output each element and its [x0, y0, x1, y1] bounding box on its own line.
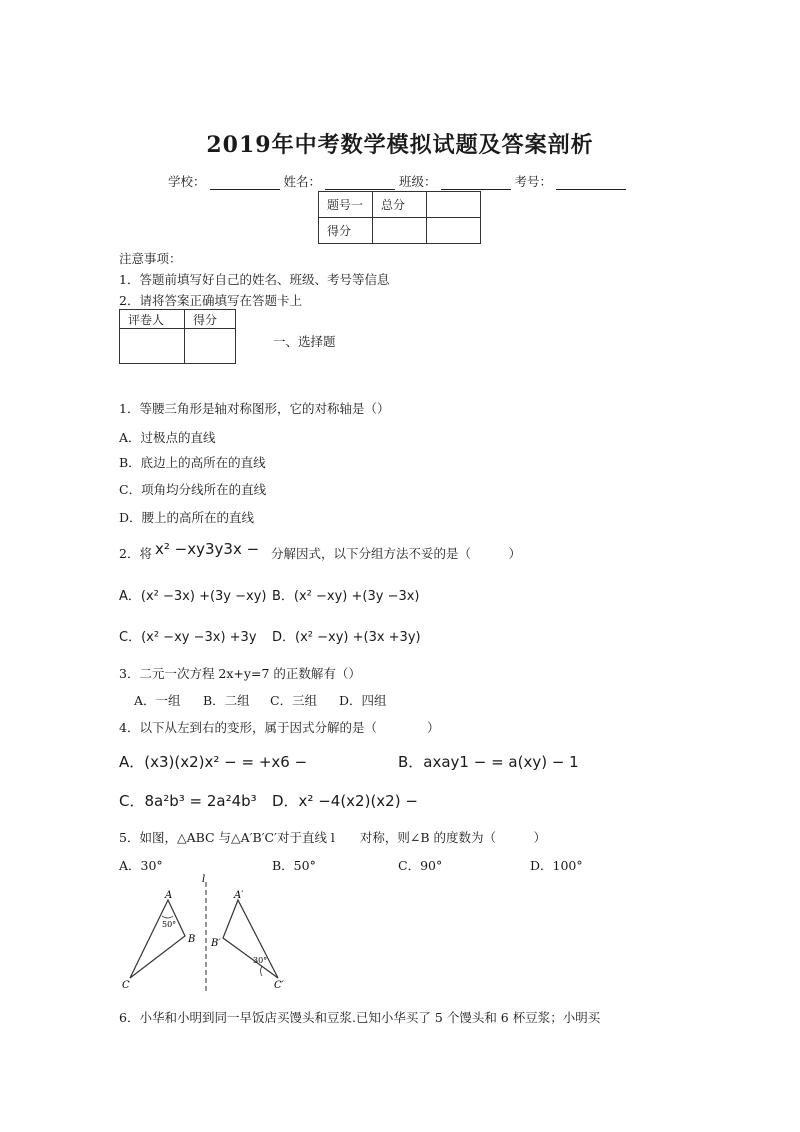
- angle-a-value: 50°: [162, 920, 177, 929]
- notice-item: 1．答题前填写好自己的姓名、班级、考号等信息: [119, 272, 390, 287]
- q3-option-b: B．二组: [203, 693, 250, 708]
- score-row-label: 得分: [319, 218, 373, 244]
- q2-expression: x² −xy3y3x −: [155, 540, 260, 558]
- score-table: [318, 191, 481, 244]
- label-c: C: [122, 980, 130, 991]
- label-b: B: [188, 934, 196, 945]
- score-cell[interactable]: [427, 218, 481, 244]
- notice-heading: 注意事项：: [119, 251, 182, 266]
- label-a-prime: A′: [234, 890, 244, 901]
- student-info-line: [168, 172, 630, 190]
- q1-option-d: D．腰上的高所在的直线: [119, 510, 255, 525]
- q5-option-b: B．50°: [272, 858, 316, 873]
- q1-stem: 1．等腰三角形是轴对称图形，它的对称轴是（）: [119, 401, 390, 416]
- q4-option-b: B．axay1 − = a(xy) − 1: [398, 753, 579, 771]
- q3-option-a: A．一组: [134, 693, 181, 708]
- page-title: 2019年中考数学模拟试题及答案剖析: [206, 132, 594, 158]
- q2-stem: 分解因式，以下分组方法不妥的是（ ）: [271, 546, 522, 561]
- q1-option-c: C．项角均分线所在的直线: [119, 482, 267, 497]
- angle-a-arc: [162, 916, 173, 918]
- score-table-header-blank: [427, 192, 481, 218]
- exam-no-label: 考号：: [514, 174, 553, 189]
- q3-option-c: C．三组: [270, 693, 318, 708]
- school-label: 学校：: [168, 174, 206, 189]
- q2-option-d: D．(x² −xy) +(3x +3y): [272, 630, 421, 645]
- label-l: l: [202, 874, 206, 885]
- score-table-header: 总分: [373, 192, 427, 218]
- q4-stem: 4．以下从左到右的变形，属于因式分解的是（ ）: [119, 720, 440, 735]
- triangle-a-prime-b-prime-c-prime: [223, 900, 278, 978]
- grader-cell[interactable]: [185, 329, 236, 364]
- grader-table: [119, 309, 236, 364]
- q1-option-b: B．底边上的高所在的直线: [119, 455, 266, 470]
- q4-option-c: C．8a²b³ = 2a²4b³: [119, 792, 257, 810]
- q5-triangle-figure: [110, 870, 310, 995]
- q5-option-a: A．30°: [119, 858, 163, 873]
- score-cell[interactable]: [373, 218, 427, 244]
- q2-option-c: C．(x² −xy −3x) +3y: [119, 630, 257, 645]
- q2-option-b: B．(x² −xy) +(3y −3x): [272, 589, 420, 604]
- notice-item: 2．请将答案正确填写在答题卡上: [119, 293, 302, 308]
- section-title: 一、选择题: [273, 334, 336, 349]
- q5-option-c: C．90°: [398, 858, 443, 873]
- name-blank[interactable]: [325, 177, 395, 190]
- school-blank[interactable]: [210, 177, 280, 190]
- triangle-abc: [130, 900, 185, 978]
- score-table-header: 题号一: [319, 192, 373, 218]
- class-label: 班级：: [399, 174, 437, 189]
- label-c-prime: C′: [274, 980, 284, 991]
- grader-cell[interactable]: [120, 329, 185, 364]
- name-label: 姓名：: [283, 174, 322, 189]
- grader-label: 评卷人: [120, 310, 185, 329]
- q2-number: 2．将: [119, 546, 152, 561]
- grader-score-label: 得分: [185, 310, 236, 329]
- angle-c-prime-arc: [261, 966, 263, 976]
- q3-option-d: D．四组: [339, 693, 387, 708]
- q5-option-d: D．100°: [530, 858, 583, 873]
- q3-stem: 3．二元一次方程 2x+y=7 的正数解有（）: [119, 666, 361, 681]
- q4-option-d: D．x² −4(x2)(x2) −: [272, 792, 418, 810]
- angle-c-prime-value: 30°: [253, 956, 268, 965]
- q2-option-a: A．(x² −3x) +(3y −xy): [119, 589, 267, 604]
- q4-option-a: A．(x3)(x2)x² − = +x6 −: [119, 753, 308, 771]
- exam-no-blank[interactable]: [556, 177, 626, 190]
- class-blank[interactable]: [441, 177, 511, 190]
- q5-stem: 5．如图，△ABC 与△A′B′C′对于直线 l 对称，则∠B 的度数为（ ）: [119, 830, 547, 845]
- q6-stem: 6．小华和小明到同一早饭店买馒头和豆浆.已知小华买了 5 个馒头和 6 杯豆浆；小明买: [119, 1010, 601, 1025]
- q1-option-a: A．过极点的直线: [119, 430, 216, 445]
- label-b-prime: B′: [211, 938, 221, 949]
- label-a: A: [165, 890, 173, 901]
